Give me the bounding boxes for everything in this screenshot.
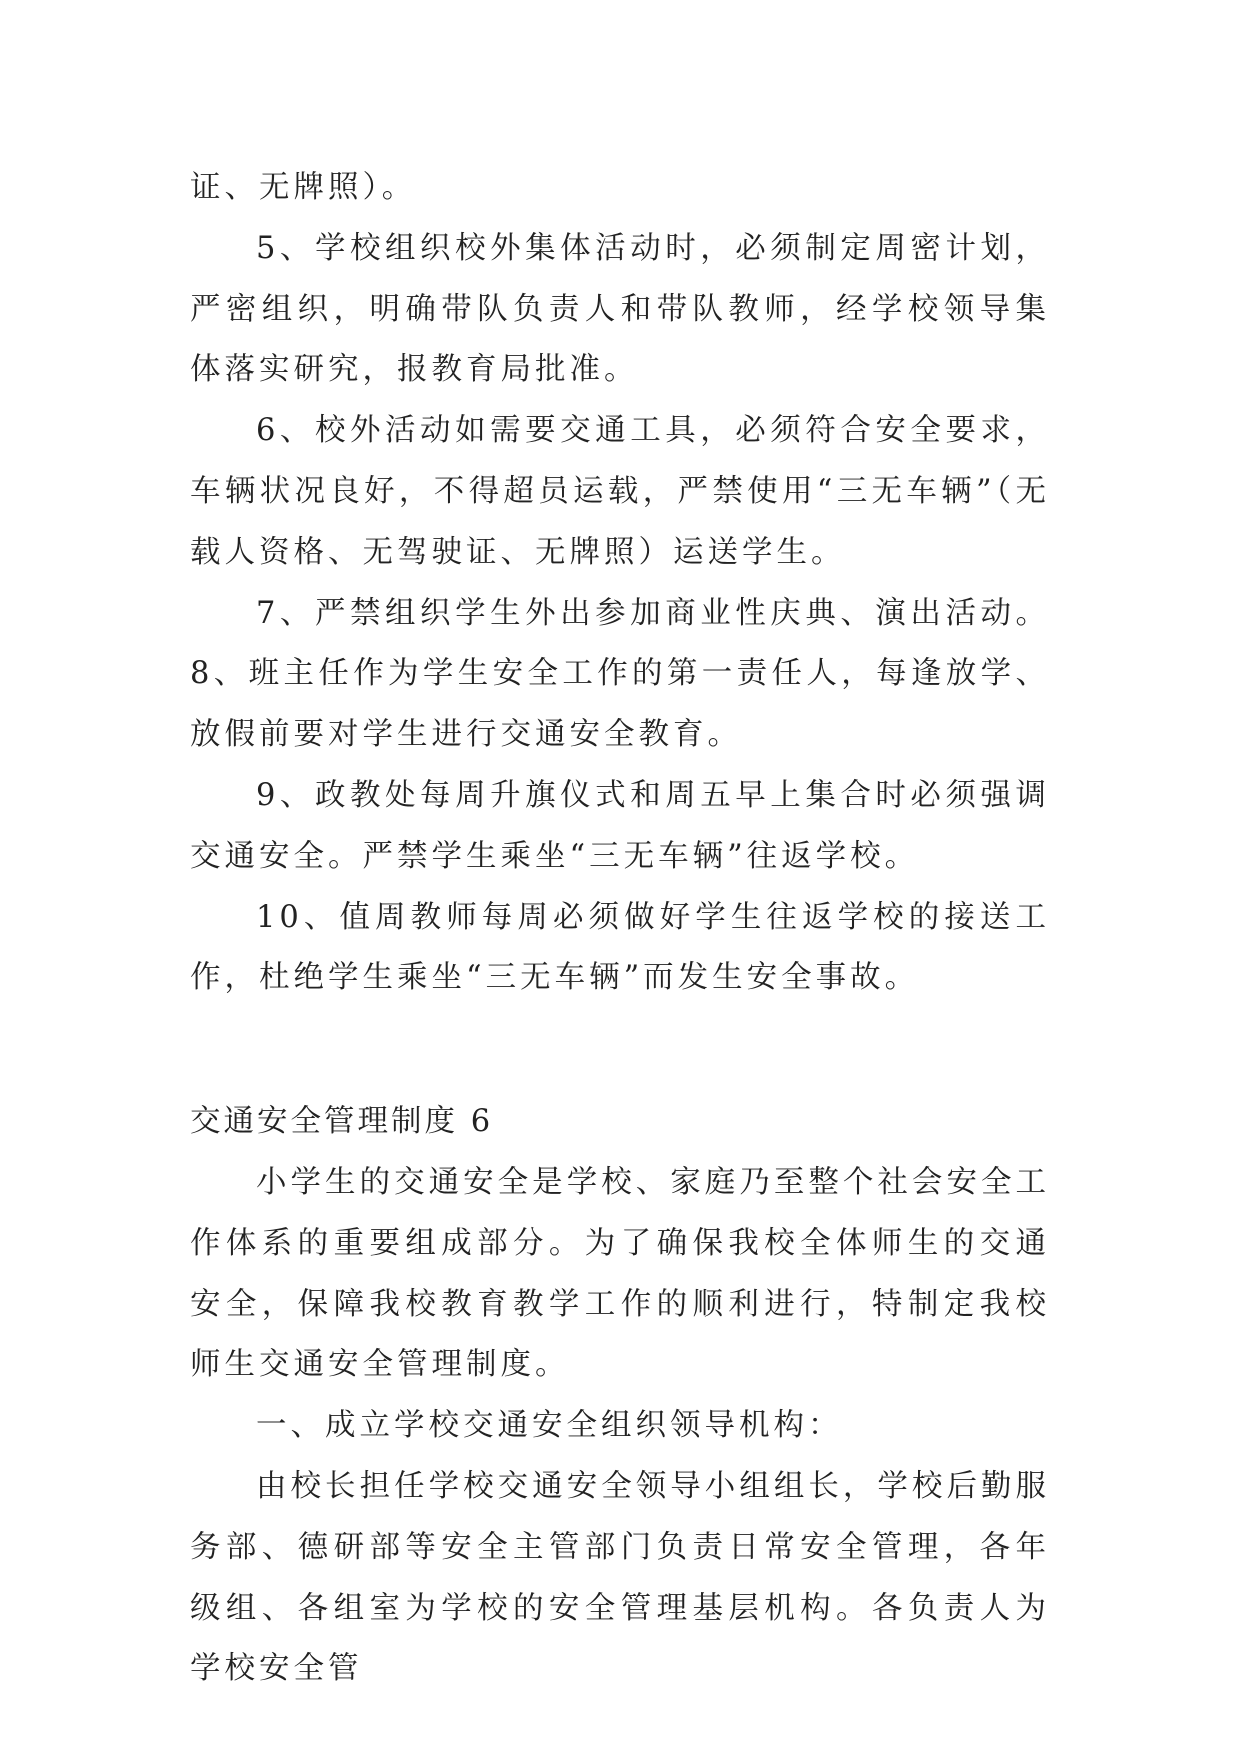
paragraph-continuation: 证、无牌照）。: [190, 170, 417, 205]
paragraph-item-10: 10、值周教师每周必须做好学生往返学校的接送工作，杜绝学生乘坐“三无车辆”而发生安全事故。: [190, 899, 1050, 996]
paragraph-item-5: 5、学校组织校外集体活动时，必须制定周密计划，严密组织，明确带队负责人和带队教师，经学校领导集体落实研究，报教育局批准。: [190, 230, 1050, 388]
paragraph-section-one-title: 一、成立学校交通安全组织领导机构：: [256, 1408, 843, 1444]
paragraph-intro: 小学生的交通安全是学校、家庭乃至整个社会安全工作体系的重要组成部分。为了确保我校全体师生的交通安全，保障我校教育教学工作的顺利进行，特制定我校师生交通安全管理制度。: [190, 1164, 1050, 1383]
section-heading: 交通安全管理制度 6: [190, 1104, 494, 1140]
paragraph-item-7-8: 7、严禁组织学生外出参加商业性庆典、演出活动。 8、班主任作为学生安全工作的第一责任人，每逢放学、放假前要对学生进行交通安全教育。: [190, 595, 1050, 753]
paragraph-item-9: 9、政教处每周升旗仪式和周五早上集合时必须强调交通安全。严禁学生乘坐“三无车辆”往返学校。: [190, 777, 1050, 874]
paragraph-section-one-body: 由校长担任学校交通安全领导小组组长，学校后勤服务部、德研部等安全主管部门负责日常安全管理，各年级组、各组室为学校的安全管理基层机构。各负责人为学校安全管: [190, 1468, 1050, 1687]
paragraph-item-6: 6、校外活动如需要交通工具，必须符合安全要求，车辆状况良好，不得超员运载，严禁使用“三无车辆”（无载人资格、无驾驶证、无牌照）运送学生。: [190, 413, 1050, 570]
document-body: [190, 158, 1050, 1700]
